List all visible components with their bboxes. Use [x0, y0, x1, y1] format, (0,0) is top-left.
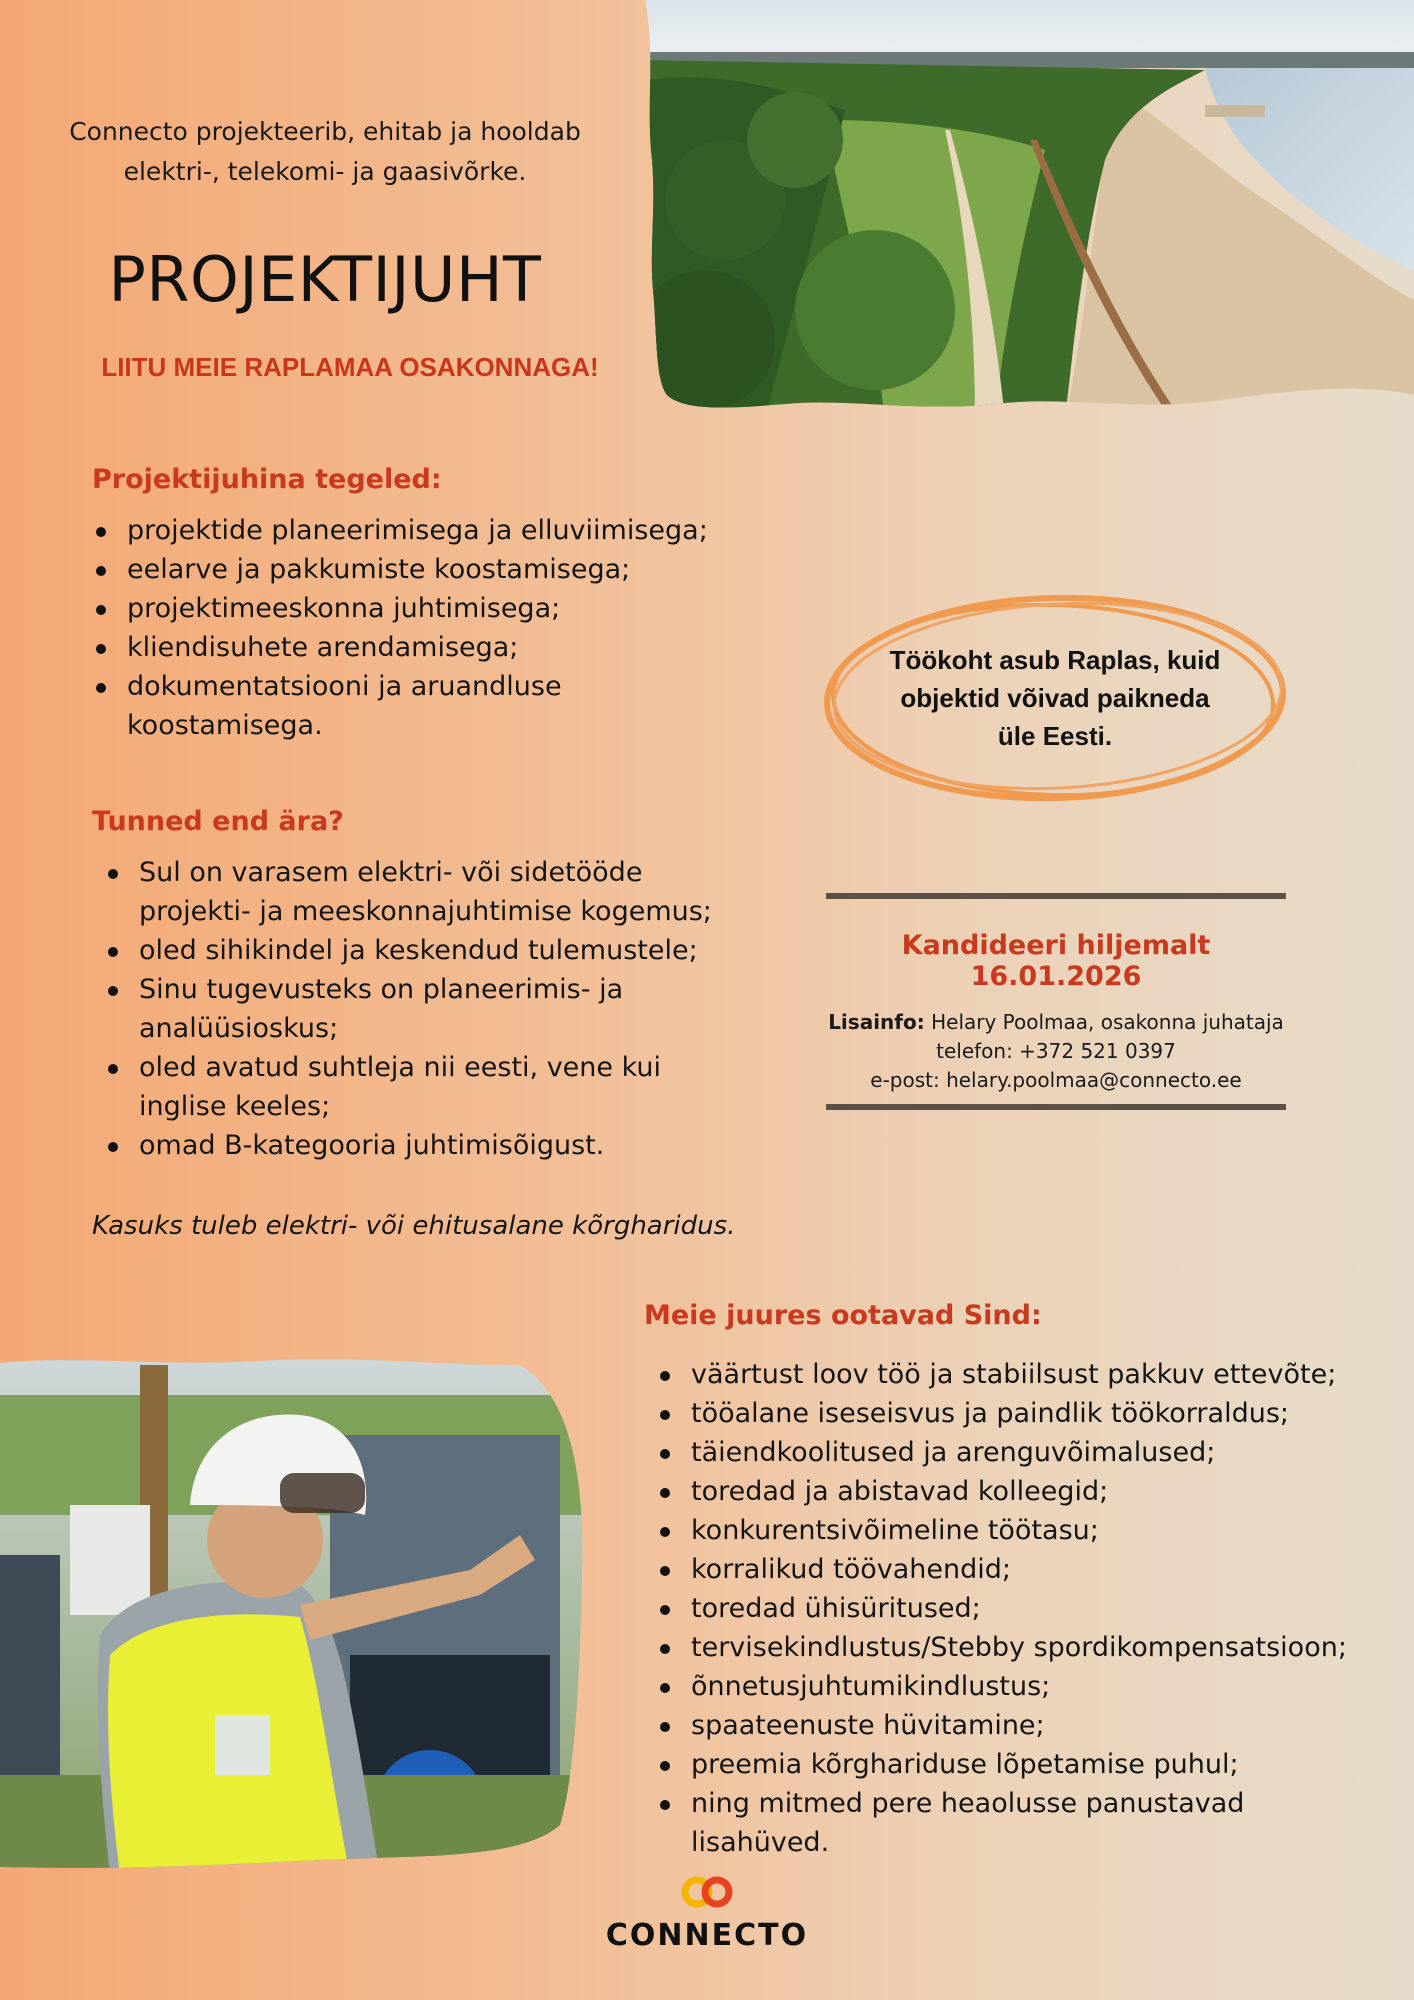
list-item: dokumentatsiooni ja aruandluse koostamisega.: [92, 667, 587, 745]
benefits-section: [644, 1300, 1384, 1862]
list-item: tervisekindlustus/Stebby spordikompensatsioon;: [656, 1628, 1384, 1667]
contact-phone: telefon: +372 521 0397: [936, 1039, 1176, 1063]
benefits-list: [644, 1355, 1384, 1862]
list-item: toredad ja abistavad kolleegid;: [656, 1472, 1384, 1511]
benefits-heading: Meie juures ootavad Sind:: [644, 1300, 1042, 1331]
location-callout: [820, 588, 1290, 808]
info-label: Lisainfo:: [828, 1010, 925, 1034]
profile-list: [92, 853, 732, 1165]
list-item: omad B-kategooria juhtimisõigust.: [104, 1126, 732, 1165]
worker-photo: [0, 1355, 590, 1875]
divider-top: [826, 893, 1286, 899]
list-item: kliendisuhete arendamisega;: [92, 628, 732, 667]
application-deadline: Kandideeri hiljemalt 16.01.2026: [901, 930, 1211, 992]
intro-line-1: Connecto projekteerib, ehitab ja hooldab: [69, 117, 581, 146]
list-item: Sinu tugevusteks on planeerimis- ja analüüsioskus;: [104, 970, 659, 1048]
list-item: konkurentsivõimeline töötasu;: [656, 1511, 1384, 1550]
list-item: täiendkoolitused ja arenguvõimalused;: [656, 1433, 1384, 1472]
divider-bottom: [826, 1104, 1286, 1110]
company-intro: [40, 112, 610, 192]
location-note: Töökoht asub Raplas, kuid objektid võivad paikneda üle Eesti.: [889, 645, 1221, 751]
duties-section: [92, 464, 732, 745]
job-title: PROJEKTIJUHT: [108, 243, 542, 316]
list-item: projektide planeerimisega ja elluviimisega;: [92, 511, 732, 550]
list-item: oled sihikindel ja keskendud tulemustele;: [104, 931, 732, 970]
list-item: spaateenuste hüvitamine;: [656, 1706, 1384, 1745]
beach-photo: [645, 0, 1414, 410]
infinity-logo-icon: [675, 1874, 739, 1910]
list-item: oled avatud suhtleja nii eesti, vene kui inglise keeles;: [104, 1048, 679, 1126]
list-item: eelarve ja pakkumiste koostamisega;: [92, 550, 732, 589]
list-item: toredad ühisüritused;: [656, 1589, 1384, 1628]
list-item: õnnetusjuhtumikindlustus;: [656, 1667, 1384, 1706]
list-item: tööalane iseseisvus ja paindlik töökorraldus;: [656, 1394, 1384, 1433]
duties-heading: Projektijuhina tegeled:: [92, 464, 442, 495]
duties-list: [92, 511, 732, 745]
profile-section: [92, 806, 732, 1165]
list-item: projektimeeskonna juhtimisega;: [92, 589, 732, 628]
contact-info: [826, 1008, 1286, 1095]
list-item: korralikud töövahendid;: [656, 1550, 1384, 1589]
list-item: preemia kõrghariduse lõpetamise puhul;: [656, 1745, 1384, 1784]
intro-line-2: elektri-, telekomi- ja gaasivõrke.: [123, 157, 527, 186]
list-item: väärtust loov töö ja stabiilsust pakkuv ettevõte;: [656, 1355, 1384, 1394]
apply-block: [826, 930, 1286, 1095]
education-note: Kasuks tuleb elektri- või ehitusalane kõrgharidus.: [92, 1211, 736, 1241]
brand-name: CONNECTO: [605, 1918, 809, 1953]
contact-email: e-post: helary.poolmaa@connecto.ee: [870, 1068, 1242, 1092]
job-subtitle: LIITU MEIE RAPLAMAA OSAKONNAGA!: [101, 352, 599, 382]
list-item: Sul on varasem elektri- või sidetööde projekti- ja meeskonnajuhtimise kogemus;: [104, 853, 719, 931]
contact-person: Helary Poolmaa, osakonna juhataja: [931, 1010, 1284, 1034]
profile-heading: Tunned end ära?: [92, 806, 344, 837]
list-item: ning mitmed pere heaolusse panustavad lisahüved.: [656, 1784, 1384, 1862]
connecto-logo: [600, 1874, 814, 1953]
